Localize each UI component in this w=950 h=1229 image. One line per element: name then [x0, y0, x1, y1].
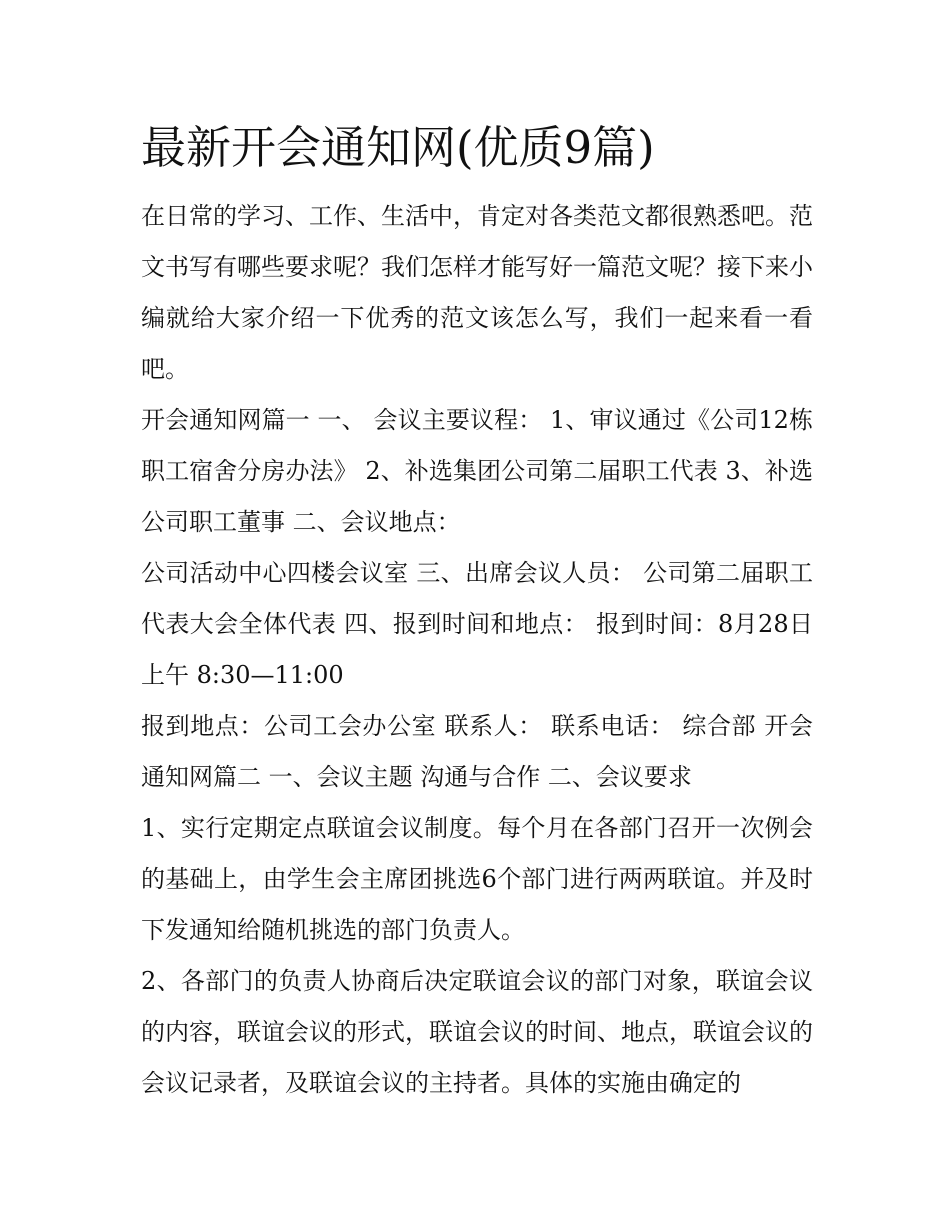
paragraph-notice-one-venue: 公司活动中心四楼会议室 三、出席会议人员： 公司第二届职工代表大会全体代表 四、报到时间和地点： 报到时间：8月28日上午 8:30—11:00: [141, 559, 813, 689]
paragraph-requirement-two: 2、各部门的负责人协商后决定联谊会议的部门对象，联谊会议的内容，联谊会议的形式，联谊会议的时间、地点，联谊会议的会议记录者，及联谊会议的主持者。具体的实施由确定的: [141, 967, 813, 1097]
document-title: 最新开会通知网(优质9篇): [141, 121, 655, 174]
paragraph-intro: 在日常的学习、工作、生活中，肯定对各类范文都很熟悉吧。范文书写有哪些要求呢？我们怎样才能写好一篇范文呢？接下来小编就给大家介绍一下优秀的范文该怎么写，我们一起来看一看吧。: [141, 202, 813, 383]
paragraph-requirement-one: 1、实行定期定点联谊会议制度。每个月在各部门召开一次例会的基础上，由学生会主席团挑选6个部门进行两两联谊。并及时下发通知给随机挑选的部门负责人。: [141, 814, 813, 944]
paragraph-notice-one-agenda: 开会通知网篇一 一、 会议主要议程： 1、审议通过《公司12栋职工宿舍分房办法》 2、补选集团公司第二届职工代表 3、补选公司职工董事 二、会议地点：: [141, 406, 813, 536]
document-content: [141, 117, 813, 1109]
paragraph-notice-two-intro: 报到地点：公司工会办公室 联系人： 联系电话： 综合部 开会通知网篇二 一、会议主题 沟通与合作 二、会议要求: [141, 712, 813, 791]
